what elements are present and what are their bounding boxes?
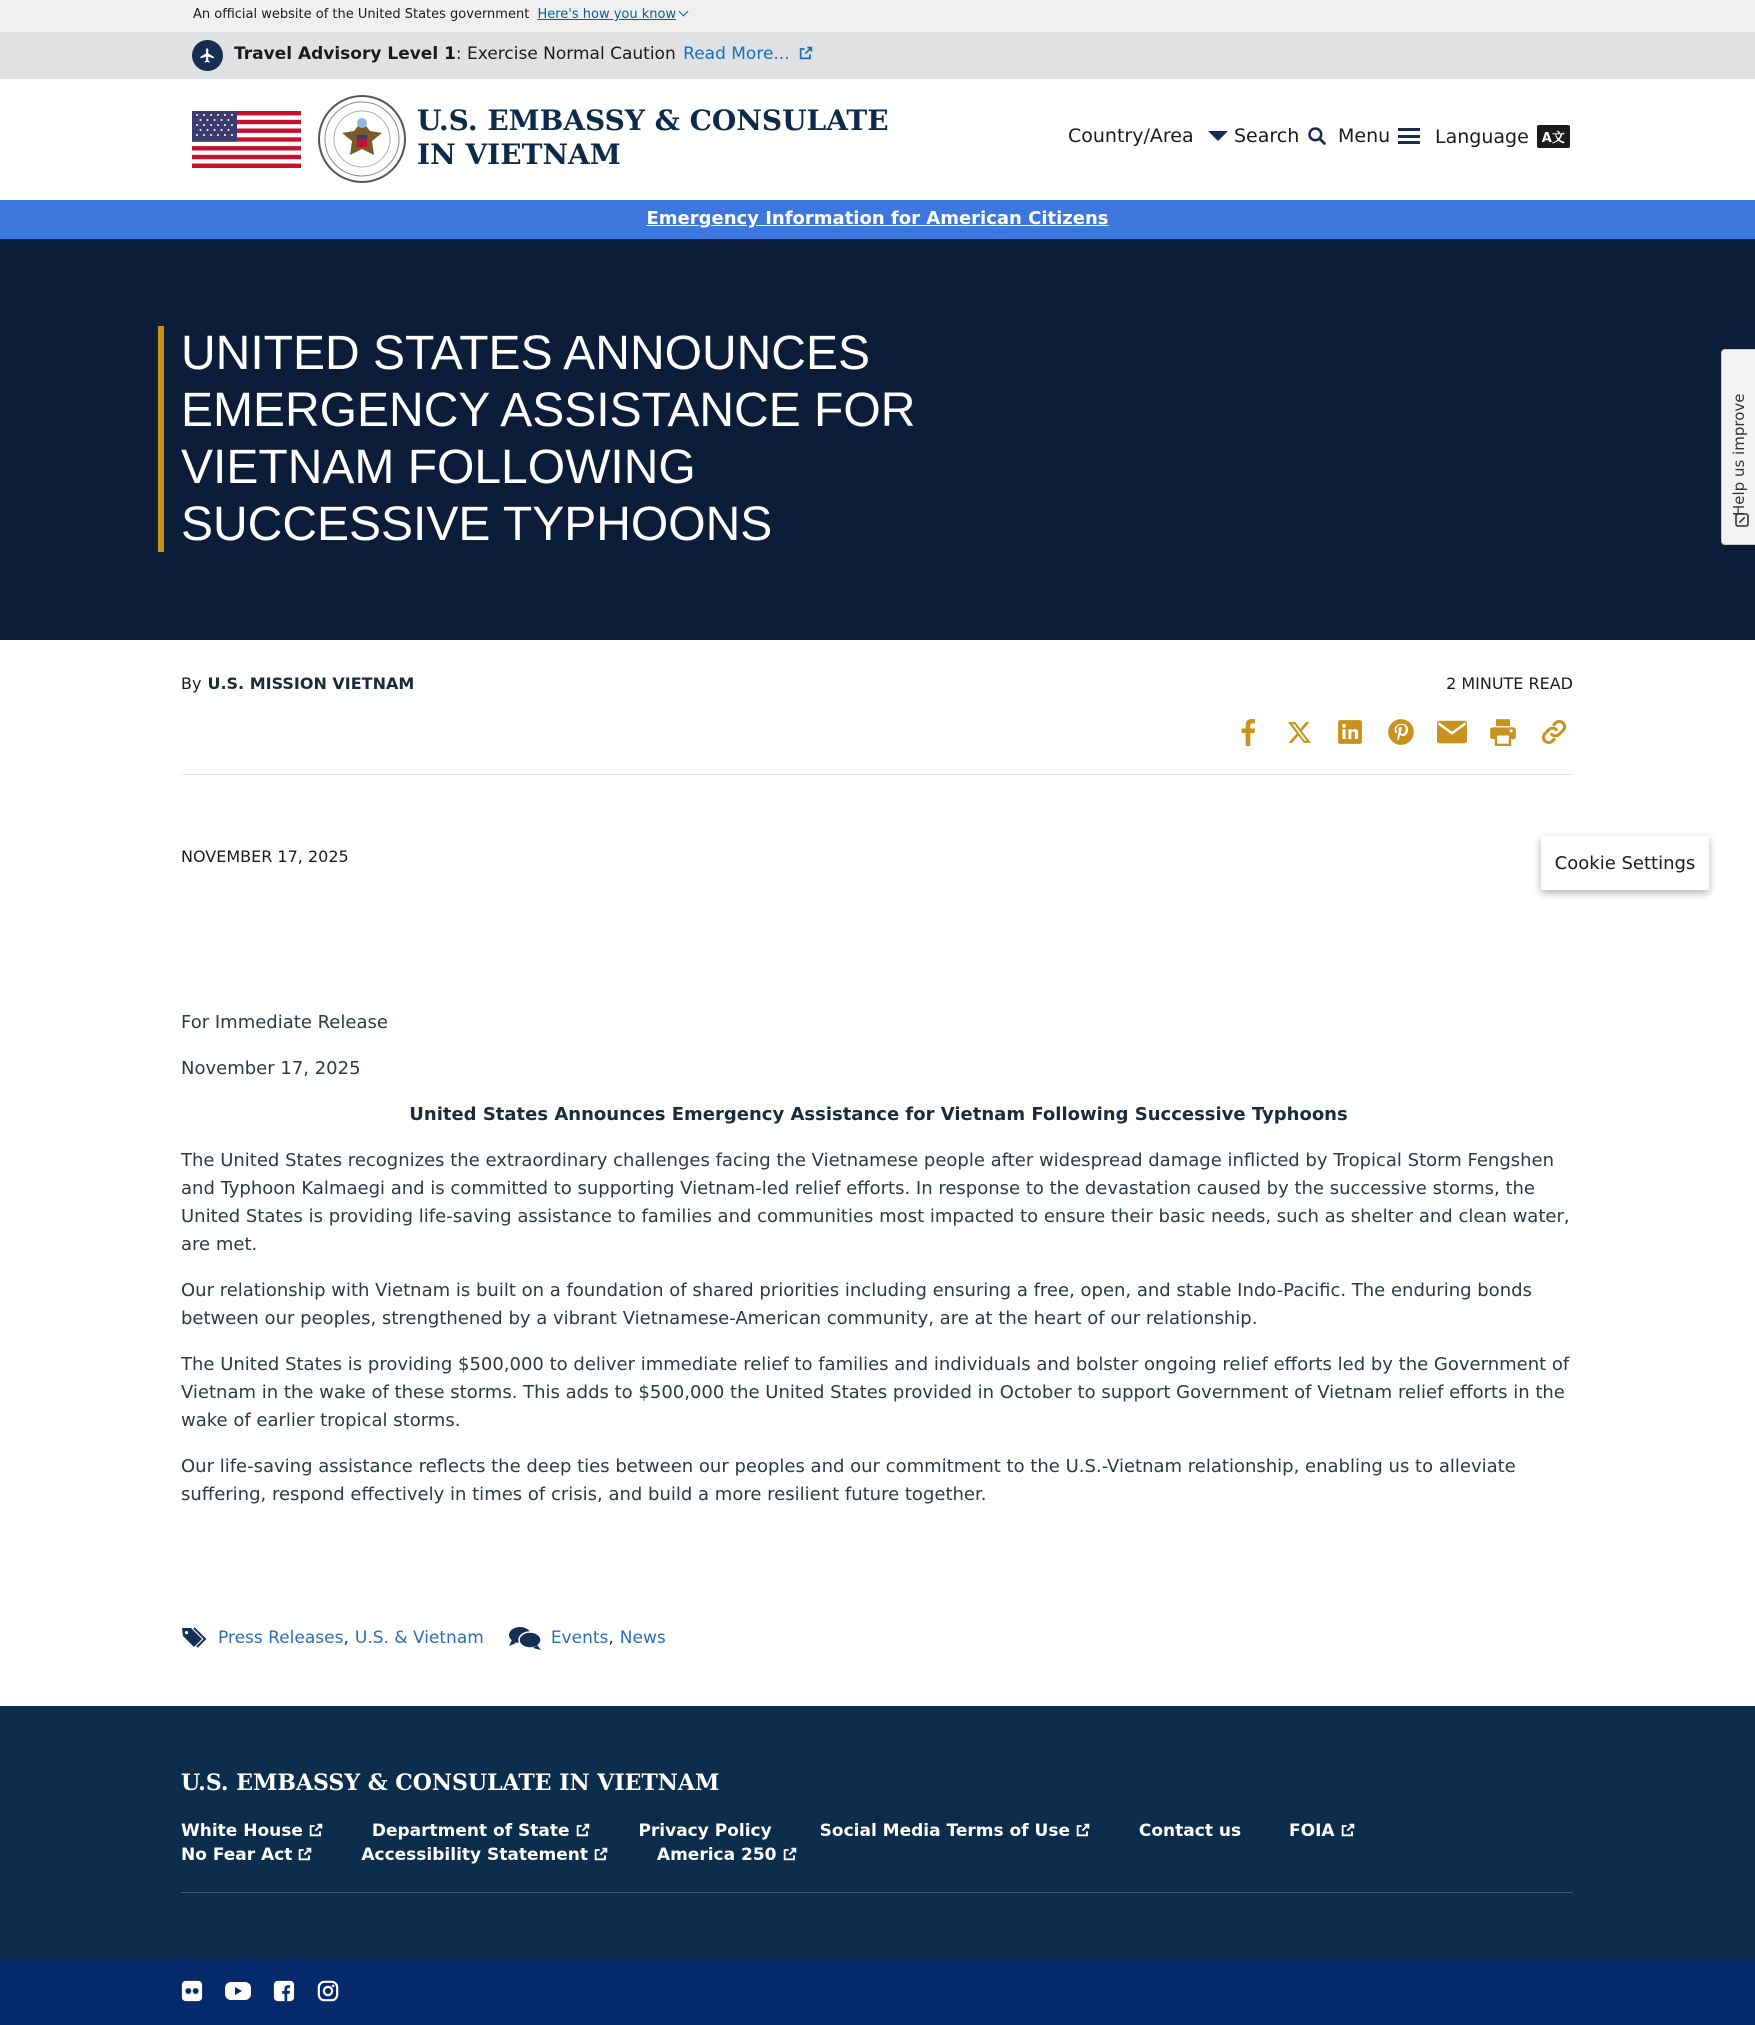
language-label: Language xyxy=(1435,125,1529,148)
facebook-icon[interactable] xyxy=(1232,716,1264,748)
caret-down-icon xyxy=(1208,131,1228,141)
release-note: For Immediate Release xyxy=(181,1012,388,1033)
footer-links xyxy=(181,1819,1481,1867)
site-title[interactable]: U.S. EMBASSY & CONSULATE IN VIETNAM xyxy=(417,104,889,171)
article-body xyxy=(181,1009,1576,1527)
article-headline: United States Announces Emergency Assistance for Vietnam Following Successive Typhoons xyxy=(409,1104,1348,1125)
footer-link-white-house[interactable]: White House xyxy=(181,1819,324,1843)
advisory-text: : Exercise Normal Caution xyxy=(455,44,676,64)
footer-divider xyxy=(181,1892,1573,1893)
chevron-down-icon[interactable] xyxy=(679,7,689,17)
translate-icon: A文 xyxy=(1537,125,1570,148)
country-area-dropdown[interactable] xyxy=(1068,125,1228,147)
flickr-icon[interactable] xyxy=(181,1980,203,2002)
footer-link-america-250[interactable]: America 250 xyxy=(657,1843,798,1867)
byline-prefix: By xyxy=(181,674,202,693)
airplane-icon xyxy=(192,40,223,71)
footer-link-department-of-state[interactable]: Department of State xyxy=(372,1819,591,1843)
x-icon[interactable] xyxy=(1283,716,1315,748)
gov-banner-text: An official website of the United States government xyxy=(193,7,530,22)
external-link-icon xyxy=(575,1822,591,1838)
site-footer xyxy=(0,1706,1755,1960)
external-link-icon[interactable] xyxy=(798,45,814,61)
linkedin-icon[interactable] xyxy=(1334,716,1366,748)
gov-banner xyxy=(0,0,1755,32)
article-taxonomy: Press Releases , U.S. & Vietnam Events , News xyxy=(181,1625,666,1651)
email-icon[interactable] xyxy=(1436,716,1468,748)
hamburger-icon xyxy=(1398,128,1420,144)
external-link-icon xyxy=(782,1846,798,1862)
menu-button[interactable] xyxy=(1338,125,1420,147)
paragraph: The United States is providing $500,000 to deliver immediate relief to families and individuals and bolster ongoing relief efforts led by the Government of Vietnam in the wake of these storms. This adds to $500,000 the United States provided in October to support Government of Vietnam relief efforts in the wake of earlier tropical storms. xyxy=(181,1354,1570,1431)
print-icon[interactable] xyxy=(1487,716,1519,748)
article-title: UNITED STATES ANNOUNCES EMERGENCY ASSISTANCE FOR VIETNAM FOLLOWING SUCCESSIVE TYPHOONS xyxy=(181,327,916,551)
instagram-icon[interactable] xyxy=(317,1980,339,2002)
footer-link-no-fear-act[interactable]: No Fear Act xyxy=(181,1843,313,1867)
footer-link-social-media-terms[interactable]: Social Media Terms of Use xyxy=(820,1819,1091,1843)
emergency-banner xyxy=(0,200,1755,239)
external-link-icon xyxy=(593,1846,609,1862)
us-flag-logo[interactable] xyxy=(192,111,301,168)
pinterest-icon[interactable] xyxy=(1385,716,1417,748)
footer-link-contact-us[interactable]: Contact us xyxy=(1138,1821,1242,1841)
country-area-label: Country/Area xyxy=(1068,125,1194,147)
external-link-icon xyxy=(1340,1822,1356,1838)
footer-link-foia[interactable]: FOIA xyxy=(1289,1819,1356,1843)
language-button[interactable] xyxy=(1435,125,1570,148)
advisory-level: Travel Advisory Level 1 xyxy=(234,44,456,64)
release-date: November 17, 2025 xyxy=(181,1058,361,1079)
help-us-improve-tab[interactable] xyxy=(1721,349,1755,545)
how-you-know-link[interactable]: Here's how you know xyxy=(537,7,677,22)
share-toolbar xyxy=(1232,716,1570,748)
menu-label: Menu xyxy=(1338,125,1391,147)
external-link-icon xyxy=(1075,1822,1091,1838)
facebook-icon[interactable] xyxy=(273,1980,295,2002)
hero-accent-bar xyxy=(158,326,164,552)
divider xyxy=(181,774,1573,775)
comments-icon xyxy=(508,1625,542,1651)
paragraph: The United States recognizes the extraordinary challenges facing the Vietnamese people after widespread damage inflicted by Tropical Storm Fengshen and Typhoon Kalmaegi and is committed to supporting Vietnam-led relief efforts. In response to the devastation caused by the successive storms, the United States is providing life-saving assistance to families and communities most impacted to ensure their basic needs, such as shelter and clean water, are met. xyxy=(181,1150,1570,1255)
cookie-settings-button[interactable]: Cookie Settings xyxy=(1541,836,1709,890)
youtube-icon[interactable] xyxy=(225,1980,251,2002)
external-link-icon xyxy=(297,1846,313,1862)
search-label: Search xyxy=(1234,125,1300,147)
author-link[interactable]: U.S. MISSION VIETNAM xyxy=(207,674,415,693)
footer-link-accessibility[interactable]: Accessibility Statement xyxy=(361,1843,609,1867)
site-header xyxy=(0,79,1755,200)
tag-link[interactable]: Press Releases xyxy=(218,1628,344,1648)
social-bar xyxy=(0,1960,1755,2025)
help-us-improve-label: Help us improve xyxy=(1730,393,1748,516)
advisory-read-more-link[interactable]: Read More... xyxy=(683,44,790,64)
read-time: 2 MINUTE READ xyxy=(1446,674,1573,693)
footer-title: U.S. EMBASSY & CONSULATE IN VIETNAM xyxy=(181,1770,720,1796)
publish-date: NOVEMBER 17, 2025 xyxy=(181,847,349,866)
paragraph: Our relationship with Vietnam is built on a foundation of shared priorities including ensuring a free, open, and stable Indo-Pacific. The enduring bonds between our peoples, strengthened by a vibrant Vietnamese-American community, are at the heart of our relationship. xyxy=(181,1280,1532,1329)
travel-advisory-bar xyxy=(0,32,1755,79)
tags-icon xyxy=(181,1626,209,1650)
byline xyxy=(181,674,414,693)
category-link[interactable]: Events xyxy=(550,1628,609,1648)
link-icon[interactable] xyxy=(1538,716,1570,748)
search-icon xyxy=(1307,126,1327,146)
emergency-info-link[interactable]: Emergency Information for American Citizens xyxy=(646,208,1109,229)
search-button[interactable] xyxy=(1234,125,1327,147)
category-link[interactable]: News xyxy=(619,1628,666,1648)
external-link-icon xyxy=(308,1822,324,1838)
footer-link-privacy-policy[interactable]: Privacy Policy xyxy=(638,1821,772,1841)
paragraph: Our life-saving assistance reflects the deep ties between our peoples and our commitment to the U.S.-Vietnam relationship, enabling us to alleviate suffering, respond effectively in times of crisis, and build a more resilient future together. xyxy=(181,1456,1516,1505)
state-department-seal-logo[interactable] xyxy=(318,95,406,183)
tag-link[interactable]: U.S. & Vietnam xyxy=(354,1628,484,1648)
article-hero xyxy=(0,239,1755,640)
